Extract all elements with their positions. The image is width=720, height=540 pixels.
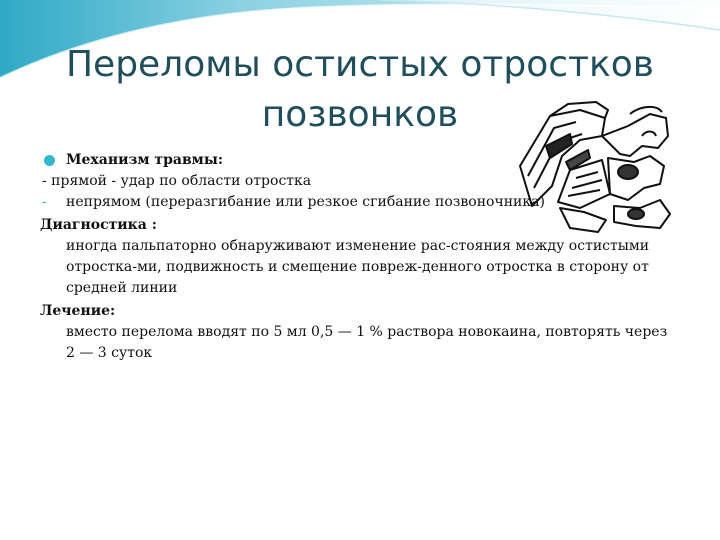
- title-line-1: Переломы остистых отростков: [65, 44, 655, 85]
- direct-mechanism: - прямой - удар по области отростка: [42, 173, 312, 189]
- diagnostics-heading: Диагностика :: [40, 217, 157, 233]
- slide-body: [40, 150, 680, 364]
- indirect-mechanism: [40, 192, 680, 213]
- indirect-mechanism-text: непрямом (переразгибание или резкое сгибание позвоночника): [66, 194, 545, 210]
- mechanism-heading: [40, 150, 680, 171]
- title-line-2: позвонков: [261, 94, 459, 135]
- mechanism-label: Механизм травмы:: [66, 152, 224, 168]
- treatment-heading: Лечение:: [40, 303, 116, 319]
- bullet-icon: [44, 155, 55, 166]
- treatment-text: вместо перелома вводят по 5 мл 0,5 — 1 % раствора новокаина, повторять через 2 — 3 суток: [66, 324, 668, 361]
- dash-marker: -: [42, 194, 47, 210]
- diagnostics-text: иногда пальпаторно обнаруживают изменение рас-стояния между остистыми отростка-ми, подвижность и смещение повреж-денного отростка в сторону от средней линии: [66, 238, 650, 296]
